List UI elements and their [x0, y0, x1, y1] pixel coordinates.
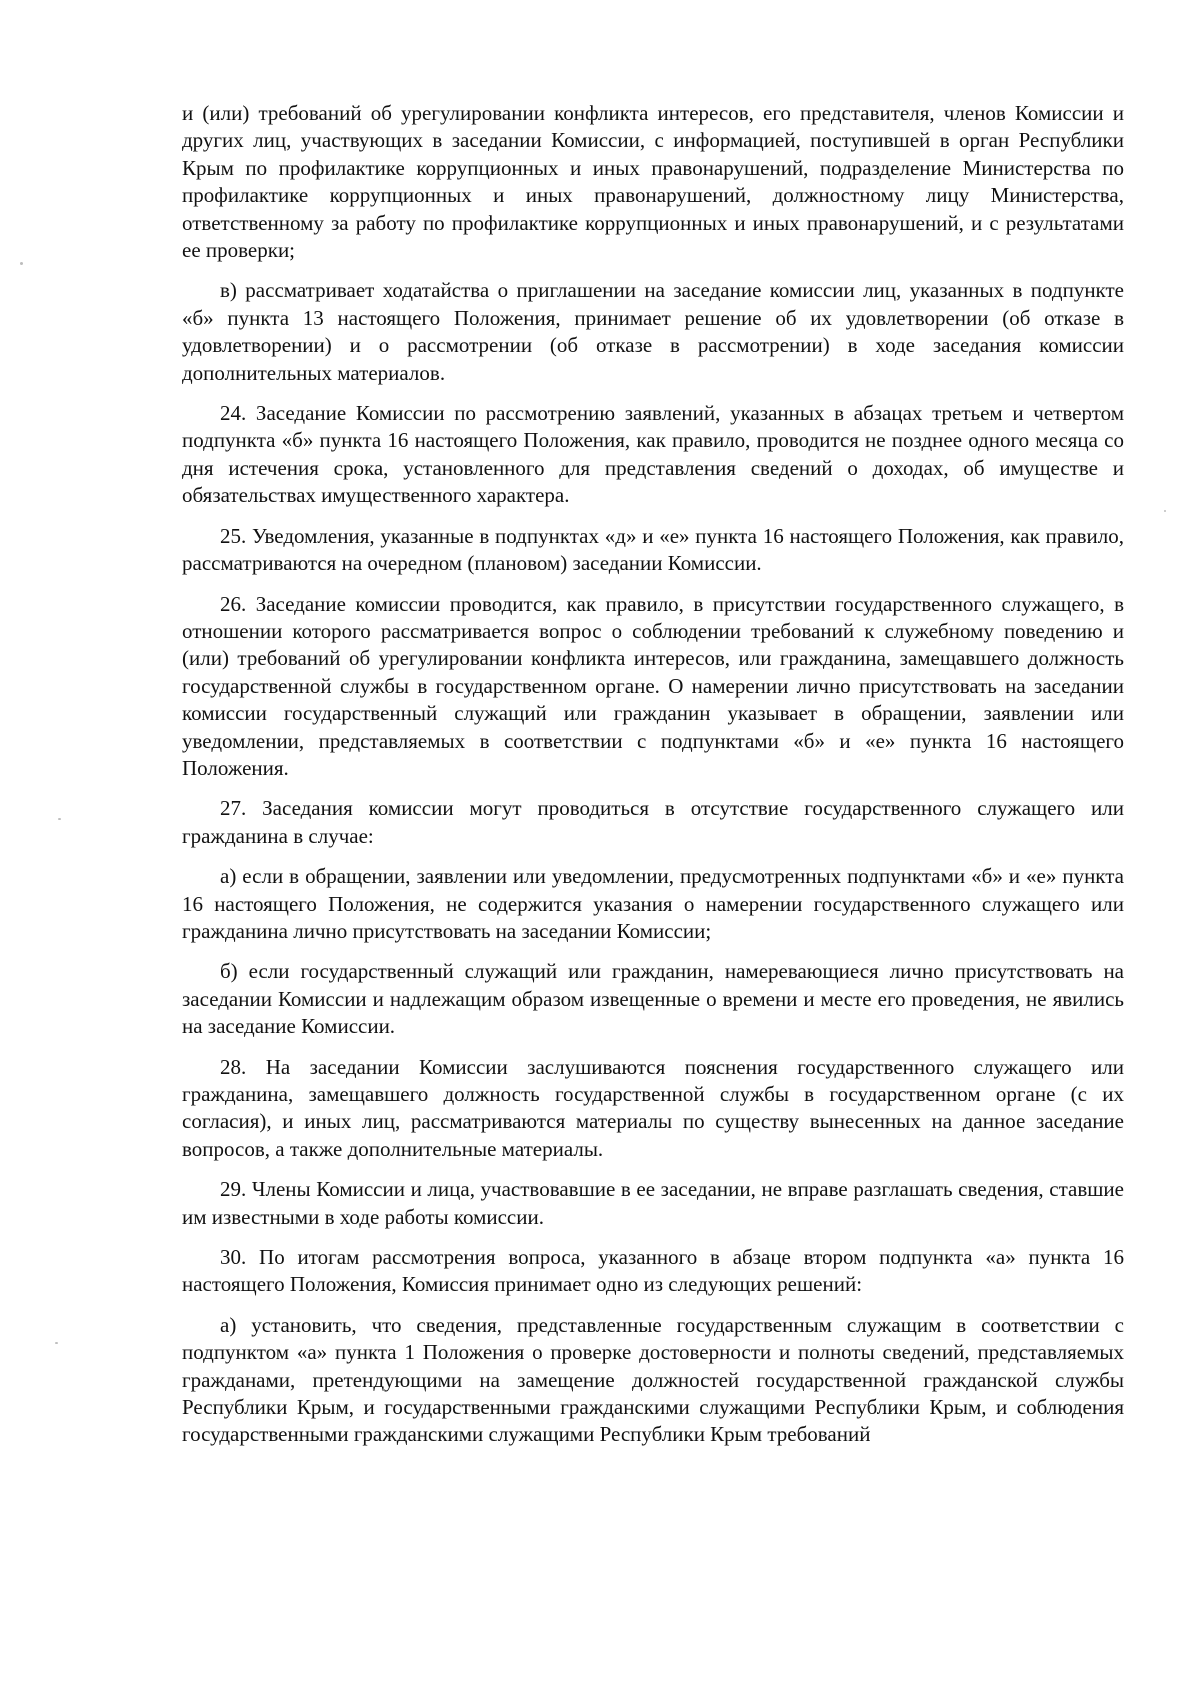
scan-speck [55, 1342, 58, 1344]
scan-speck [58, 818, 61, 820]
paragraph-26: 26. Заседание комиссии проводится, как правило, в присутствии государственного служащего, в отношении которого рассматривается вопрос о соблюдении требований к служебному поведению и (или) требований об урегулировании конфликта интересов, или гражданина, замещавшего должность государственной службы в государственном органе. О намерении лично присутствовать на заседании комиссии государственный служащий или гражданин указывает в обращении, заявлении или уведомлении, представляемых в соответствии с подпунктами «б» и «е» пункта 16 настоящего Положения. [182, 591, 1124, 780]
paragraph-23v: в) рассматривает ходатайства о приглашении на заседание комиссии лиц, указанных в подпункте «б» пункта 13 настоящего Положения, принимает решение об их удовлетворении (об отказе в удовлетворении) и о рассмотрении (об отказе в рассмотрении) в ходе заседания комиссии дополнительных материалов. [182, 278, 1124, 385]
paragraph-27a: а) если в обращении, заявлении или уведомлении, предусмотренных подпунктами «б» и «е» пункта 16 настоящего Положения, не содержится указания о намерении государственного служащего или гражданина лично присутствовать на заседании Комиссии; [182, 864, 1124, 943]
paragraph-27b: б) если государственный служащий или гражданин, намеревающиеся лично присутствовать на заседании Комиссии и надлежащим образом извещенные о времени и месте его проведения, не явились на заседание Комиссии. [182, 959, 1124, 1039]
paragraph-continuation: и (или) требований об урегулировании конфликта интересов, его представителя, членов Комиссии и других лиц, участвующих в заседании Комиссии, с информацией, поступившей в орган Республики Крым по профилактике коррупционных и иных правонарушений, подразделение Министерства по профилактике коррупционных и иных правонарушений, должностному лицу Министерства, ответственному за работу по профилактике коррупционных и иных правонарушений, и с результатами ее проверки; [182, 101, 1124, 263]
paragraph-30a: а) установить, что сведения, представленные государственным служащим в соответствии с подпунктом «а» пункта 1 Положения о проверке достоверности и полноты сведений, представляемых гражданами, претендующими на замещение должностей государственной гражданской службы Республики Крым, и государственными гражданскими служащими Республики Крым, и соблюдения государственными гражданскими служащими Республики Крым требований [182, 1312, 1124, 1447]
paragraph-25: 25. Уведомления, указанные в подпунктах «д» и «е» пункта 16 настоящего Положения, как правило, рассматриваются на очередном (плановом) заседании Комиссии. [182, 523, 1124, 576]
paragraph-24: 24. Заседание Комиссии по рассмотрению заявлений, указанных в абзацах третьем и четвертом подпункта «б» пункта 16 настоящего Положения, как правило, проводится не позднее одного месяца со дня истечения срока, установленного для представления сведений о доходах, об имуществе и обязательствах имущественного характера. [182, 401, 1124, 508]
paragraph-28: 28. На заседании Комиссии заслушиваются пояснения государственного служащего или гражданина, замещавшего должность государственной службы в государственном органе (с их согласия), и иных лиц, рассматриваются материалы по существу вынесенных на данное заседание вопросов, а также дополнительные материалы. [182, 1054, 1124, 1161]
paragraph-30: 30. По итогам рассмотрения вопроса, указанного в абзаце втором подпункта «а» пункта 16 настоящего Положения, Комиссия принимает одно из следующих решений: [182, 1245, 1124, 1297]
paragraph-27: 27. Заседания комиссии могут проводиться в отсутствие государственного служащего или гражданина в случае: [182, 796, 1124, 848]
document-body [182, 100, 1124, 1449]
scan-speck [20, 262, 23, 265]
paragraph-29: 29. Члены Комиссии и лица, участвовавшие в ее заседании, не вправе разглашать сведения, ставшие им известными в ходе работы комиссии. [182, 1177, 1124, 1229]
scan-speck [1164, 510, 1166, 512]
